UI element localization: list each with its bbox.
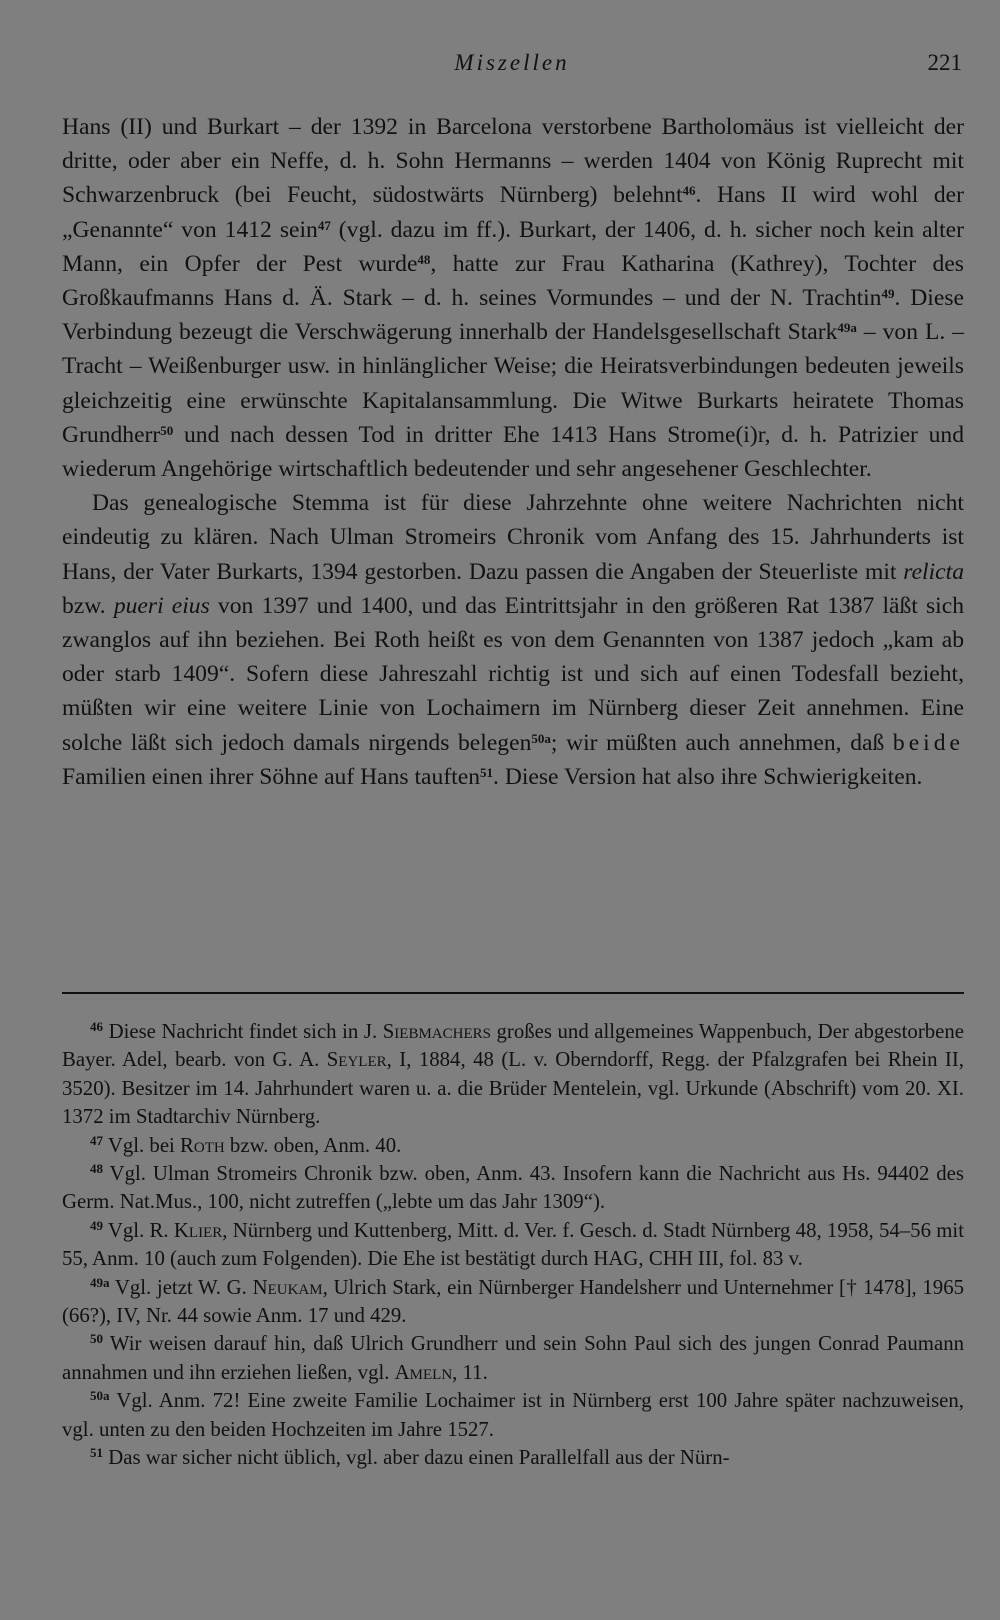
footnote-ref: 49 (881, 285, 895, 301)
footnote (62, 1217, 964, 1274)
text-span: . Diese Verbindung bezeugt die Verschwägerung innerhalb der Handelsgesellschaft Stark (62, 285, 964, 346)
author-name: Neukam (252, 1275, 323, 1299)
footnote-text: großes und allgemeines Wappenbuch, Der abgestorbene Bayer. Adel, bearb. von G. A. (62, 1020, 965, 1072)
footnote (62, 1444, 964, 1472)
footnote (62, 1274, 964, 1331)
footnote-ref: 47 (317, 217, 331, 233)
footnote-ref: 48 (417, 251, 431, 267)
running-title: Miszellen (454, 50, 570, 75)
text-span: Hans (II) und Burkart – der 1392 in Barcelona verstorbene Bartholomäus ist vielleicht der dritte, oder aber ein Neffe, d. h. Sohn Hermanns – werden 1404 von König Ruprecht mit Schwarzenbruck (bei Feucht, südostwärts Nürnberg) belehnt (62, 114, 964, 209)
footnote-number: 49a (90, 1274, 110, 1290)
text-span: , hatte zur Frau Katharina (Kathrey), Tochter des Großkaufmanns Hans d. Ä. Stark – d. h. seines Vormundes – und der N. Trachtin (62, 250, 964, 312)
text-span: bzw. (62, 592, 114, 619)
footnote-text: , Ulrich Stark, ein Nürnberger Handelsherr und Unternehmer [† 1478], 1965 (66?), IV, Nr. 44 sowie Anm. 17 und 429. (62, 1275, 965, 1328)
footnote-ref: 50 (160, 422, 174, 438)
body-text (62, 110, 964, 794)
text-span: von 1397 und 1400, und das Eintrittsjahr in den größeren Rat 1387 läßt sich zwanglos auf ihn beziehen. Bei Roth heißt es von dem Genannten von 1387 jedoch „kam ab oder starb 1409“. Sofern diese Jahreszahl richtig ist und sich auf einen Todesfall bezieht, müßten wir eine weitere Linie von Lochaimern im Nürnberg dieser Zeit annehmen. Eine solche läßt sich jedoch damals nirgends belegen (62, 592, 964, 756)
author-name: Ameln (394, 1360, 453, 1384)
text-span: ; wir müßten auch annehmen, daß (550, 729, 893, 756)
italic-term: relicta (903, 558, 964, 585)
author-name: Roth (180, 1133, 225, 1157)
footnote-number: 50 (90, 1331, 103, 1347)
footnote-text: Vgl. jetzt W. G. (114, 1275, 253, 1299)
footnote-text: , 11. (452, 1360, 488, 1384)
text-span: Familien einen ihrer Söhne auf Hans tauften (62, 763, 481, 790)
text-span: . Hans II wird wohl der „Genannte“ von 1412 sein (62, 182, 964, 243)
author-name: Siebmachers (382, 1020, 491, 1043)
footnote-ref: 51 (480, 764, 494, 780)
footnote-ref: 50a (531, 730, 551, 746)
text-span: . Diese Version hat also ihre Schwierigkeiten. (493, 763, 923, 790)
footnote-text: , Nürnberg und Kuttenberg, Mitt. d. Ver. f. Gesch. d. Stadt Nürnberg 48, 1958, 54–56 mit 55, Anm. 10 (auch zum Folgenden). Die Ehe ist bestätigt durch HAG, CHH III, fol. 83 v. (62, 1218, 964, 1271)
footnote-divider (62, 992, 964, 994)
text-span: (vgl. dazu im ff.). Burkart, der 1406, d. h. sicher noch kein alter Mann, ein Opfer der Pest wurde (62, 216, 965, 277)
spaced-emphasis: beide (892, 729, 964, 756)
italic-term: pueri eius (113, 592, 210, 619)
author-name: Seyler (326, 1048, 387, 1072)
footnote-number: 49 (90, 1217, 103, 1233)
text-span: – von L. – Tracht – Weißenburger usw. in hinlänglicher Weise; die Heiratsverbindungen bedeuten jeweils gleichzeitig eine erwünschte Kapitalansammlung. Die Witwe Burkarts heiratete Thomas Grundherr (62, 319, 965, 448)
text-span: und nach dessen Tod in dritter Ehe 1413 Hans Strome(i)r, d. h. Patrizier und wiederum Angehörige wirtschaftlich bedeutender und sehr angesehener Geschlechter. (62, 421, 964, 483)
footnote-text: Vgl. Anm. 72! Eine zweite Familie Lochaimer ist in Nürnberg erst 100 Jahre später nachzuweisen, vgl. unten zu den beiden Hochzeiten im Jahre 1527. (62, 1389, 965, 1441)
footnote-number: 46 (90, 1018, 103, 1034)
footnote (62, 1330, 964, 1387)
footnote (62, 1018, 964, 1132)
footnote (62, 1387, 964, 1444)
footnote-text: Vgl. Ulman Stromeirs Chronik bzw. oben, Anm. 43. Insofern kann die Nachricht aus Hs. 94402 des Germ. Nat.Mus., 100, nicht zutreffen („lebte um das Jahr 1309“). (62, 1162, 964, 1214)
text-span: Das genealogische Stemma ist für diese Jahrzehnte ohne weitere Nachrichten nicht eindeutig zu klären. Nach Ulman Stromeirs Chronik vom Anfang des 15. Jahrhunderts ist Hans, der Vater Burkarts, 1394 gestorben. Dazu passen die Angaben der Steuerliste mit (62, 490, 964, 585)
footnote-ref: 49a (837, 320, 857, 336)
footnotes (62, 1018, 964, 1473)
footnote-text: Vgl. bei (107, 1133, 181, 1157)
paragraph-2 (62, 486, 964, 794)
footnote (62, 1132, 964, 1160)
footnote (62, 1160, 964, 1217)
footnote-text: , I, 1884, 48 (L. v. Oberndorff, Regg. der Pfalzgrafen bei Rhein II, 3520). Besitzer im 14. Jahrhundert waren u. a. die Brüder Mentelein, vgl. Urkunde (Abschrift) vom 20. XI. 1372 im Stadtarchiv Nürnberg. (62, 1048, 964, 1129)
footnote-number: 48 (90, 1160, 103, 1176)
footnote-number: 51 (90, 1444, 103, 1460)
footnote-text: Diese Nachricht findet sich in J. (108, 1020, 383, 1043)
footnote-number: 50a (90, 1388, 110, 1404)
footnote-text: bzw. oben, Anm. 40. (224, 1133, 402, 1157)
author-name: Klier (173, 1218, 223, 1242)
page-header (62, 50, 962, 90)
footnote-text: Vgl. R. (107, 1218, 174, 1242)
footnote-text: Das war sicher nicht üblich, vgl. aber dazu einen Parallelfall aus der Nürn- (108, 1446, 730, 1470)
footnote-number: 47 (90, 1132, 103, 1148)
footnote-text: Wir weisen darauf hin, daß Ulrich Grundherr und sein Sohn Paul sich des jungen Conrad Paumann annahmen und ihn erziehen ließen, vgl. (62, 1332, 965, 1384)
footnote-ref: 46 (682, 183, 696, 199)
page-number: 221 (927, 50, 962, 75)
paragraph-1 (62, 110, 964, 486)
